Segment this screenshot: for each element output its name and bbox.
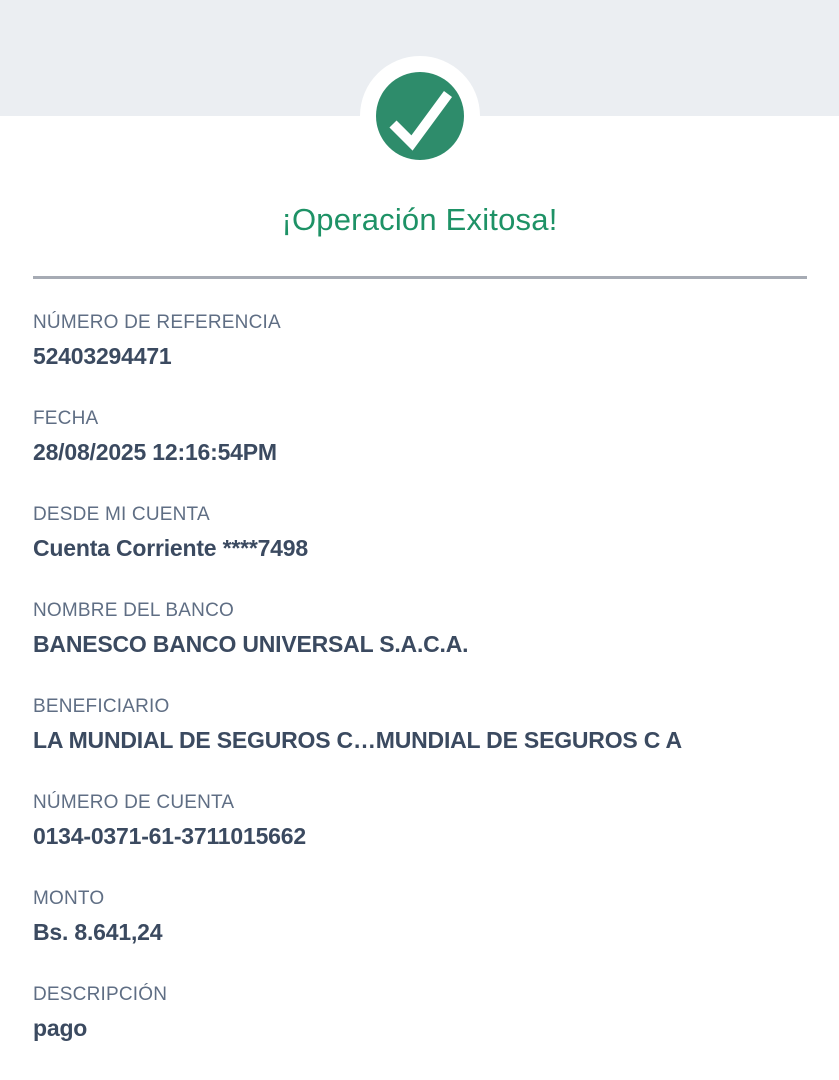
field-label: NÚMERO DE REFERENCIA xyxy=(33,312,281,333)
field-label: NOMBRE DEL BANCO xyxy=(33,600,234,621)
field-label: MONTO xyxy=(33,888,105,909)
field-row xyxy=(33,984,819,1042)
field-value: Cuenta Corriente ****7498 xyxy=(33,535,308,561)
field-row xyxy=(33,696,819,754)
field-row xyxy=(33,600,819,658)
field-value: LA MUNDIAL DE SEGUROS C…MUNDIAL DE SEGUROS C A xyxy=(33,727,682,753)
field-row xyxy=(33,504,819,562)
field-label: FECHA xyxy=(33,408,99,429)
field-label: NÚMERO DE CUENTA xyxy=(33,792,235,813)
success-title: ¡Operación Exitosa! xyxy=(281,202,558,237)
field-label: DESDE MI CUENTA xyxy=(33,504,210,525)
fields-list xyxy=(33,312,819,1080)
field-value: Bs. 8.641,24 xyxy=(33,919,163,945)
success-badge xyxy=(360,56,480,176)
field-label: DESCRIPCIÓN xyxy=(33,984,168,1005)
field-value: pago xyxy=(33,1015,88,1041)
field-row xyxy=(33,792,819,850)
field-value: BANESCO BANCO UNIVERSAL S.A.C.A. xyxy=(33,631,469,657)
field-row xyxy=(33,408,819,466)
field-value: 0134-0371-61-3711015662 xyxy=(33,823,306,849)
field-value: 52403294471 xyxy=(33,343,172,369)
divider xyxy=(33,276,807,279)
field-row xyxy=(33,888,819,946)
field-row xyxy=(33,312,819,370)
field-label: BENEFICIARIO xyxy=(33,696,170,717)
check-circle-icon xyxy=(376,72,464,160)
field-value: 28/08/2025 12:16:54PM xyxy=(33,439,277,465)
